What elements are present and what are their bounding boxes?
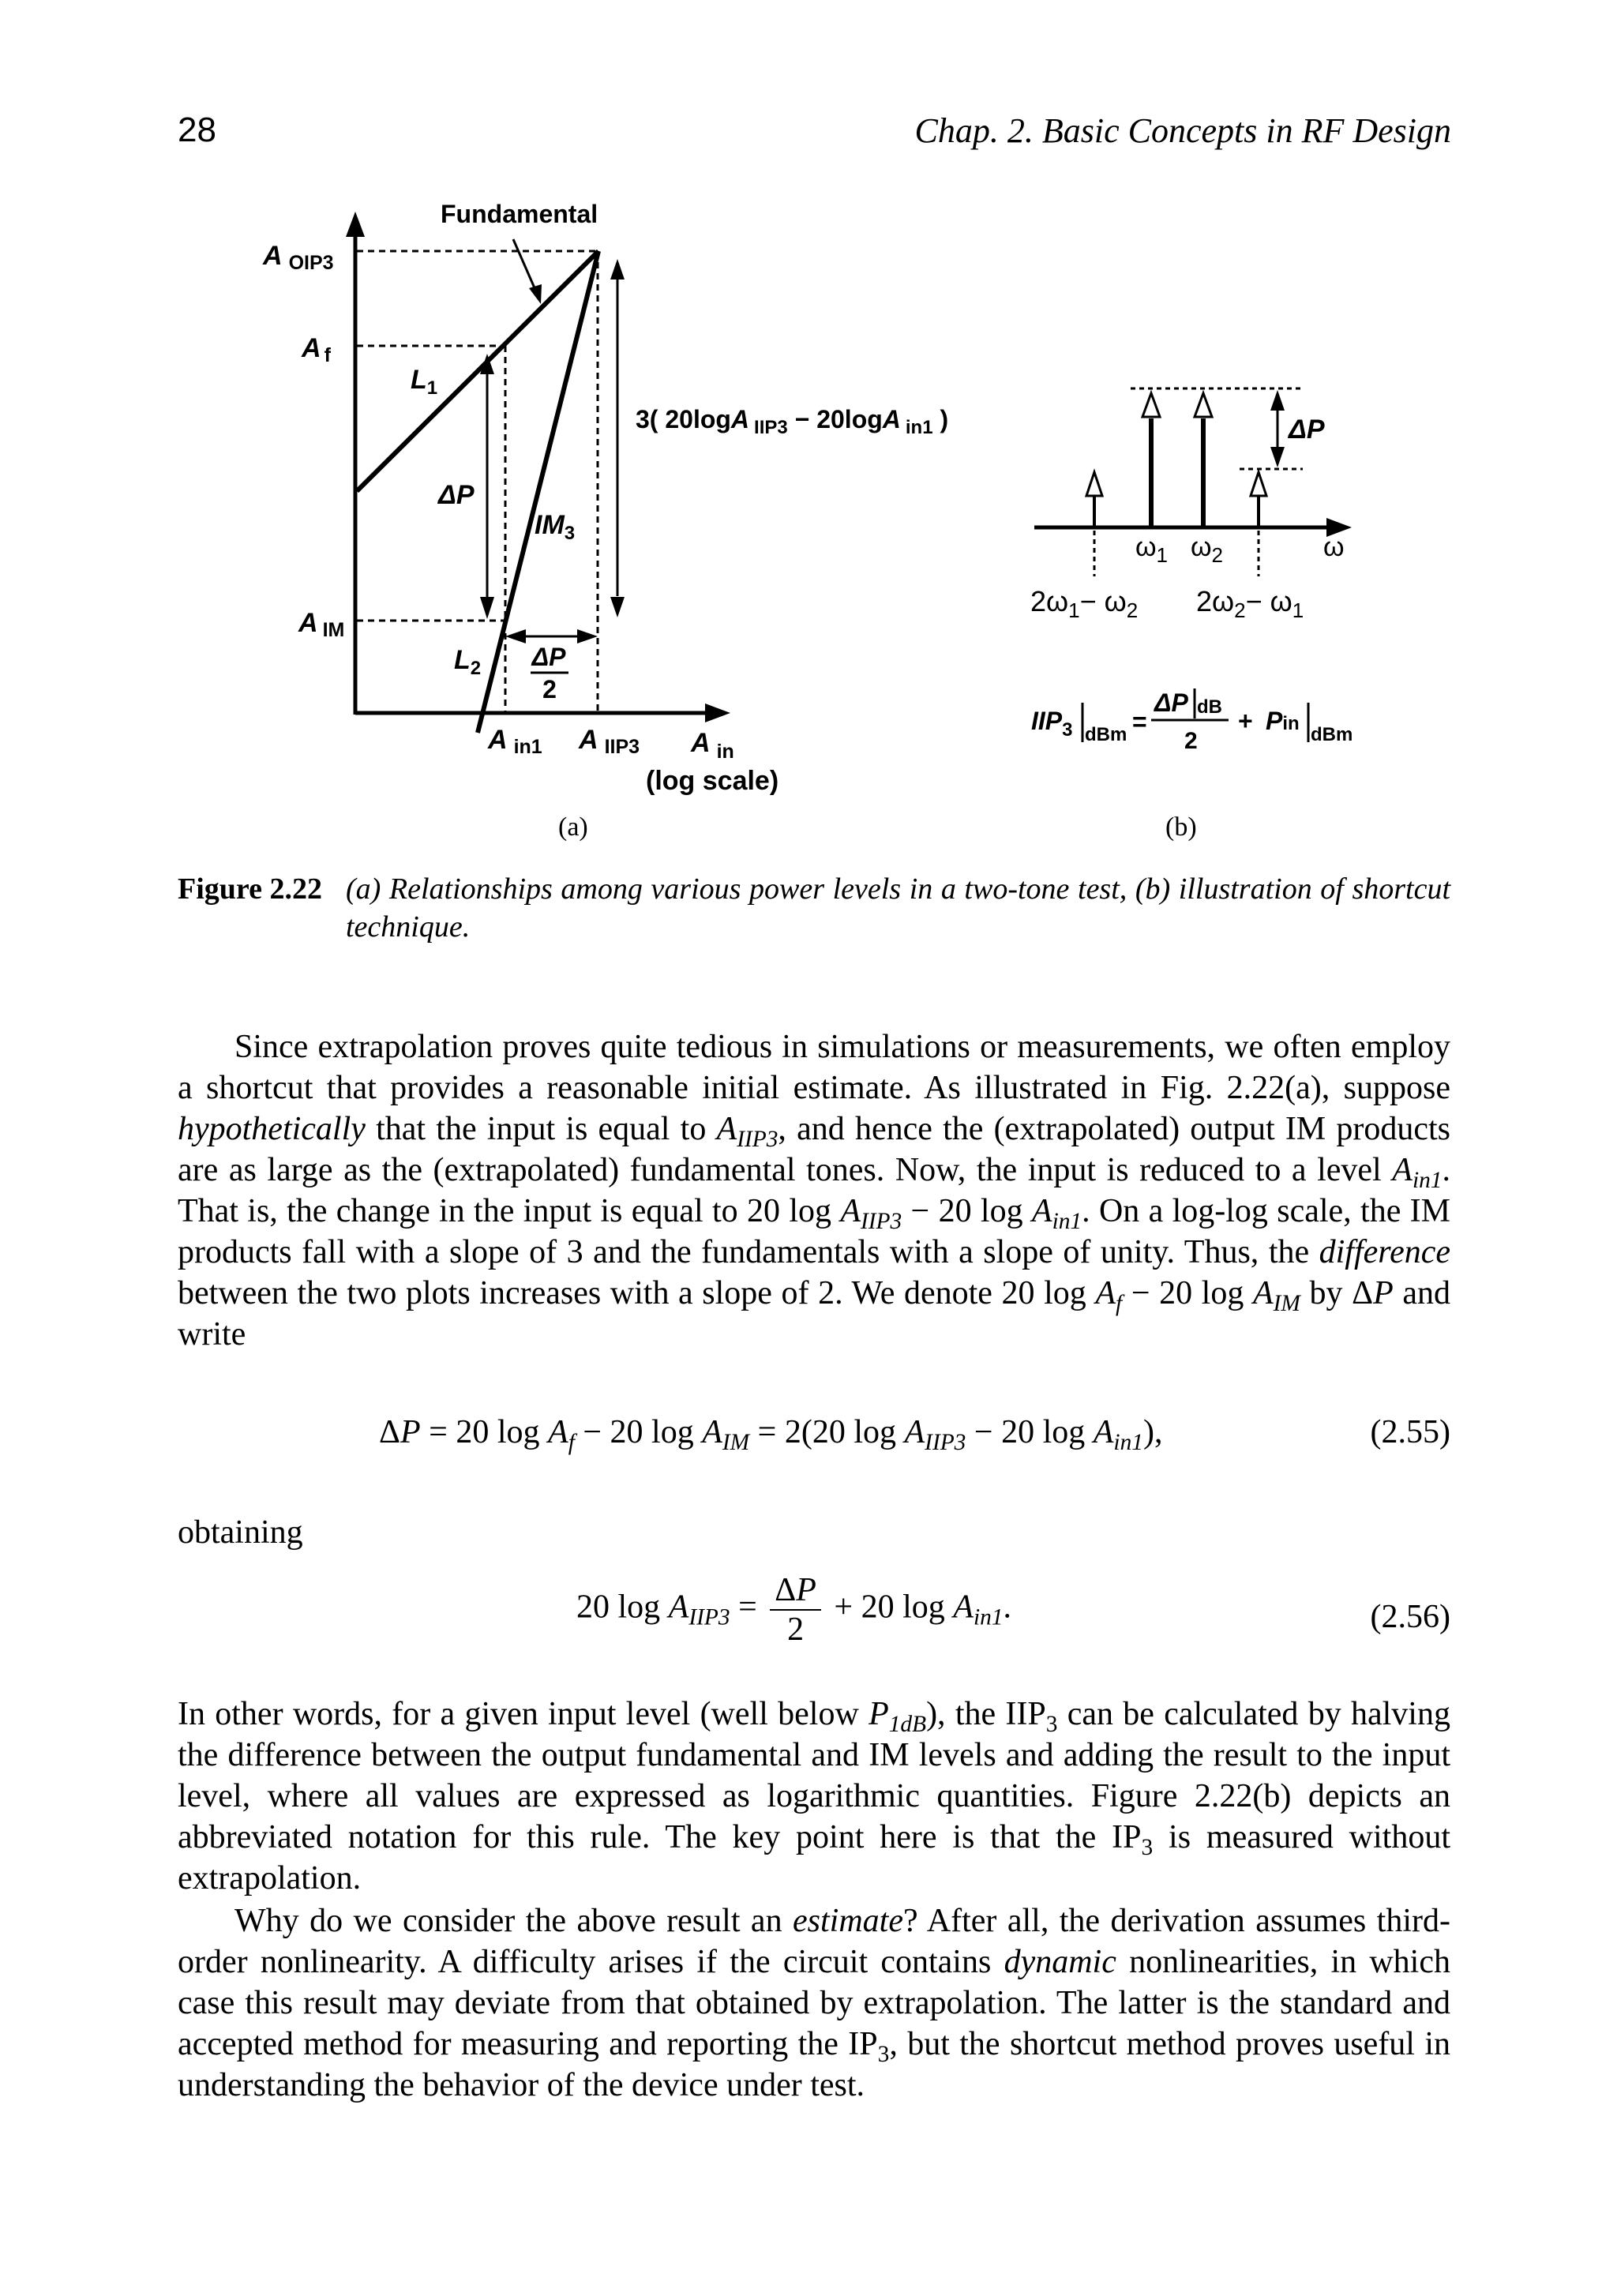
svg-text:+: + [1238, 707, 1253, 735]
tone-omega1-head [1142, 393, 1160, 417]
a-in-axis-label: A $_{in}$ [691, 728, 734, 763]
svg-text:ΔP: ΔP [1154, 688, 1188, 717]
delta-p-label: ΔP [438, 480, 475, 510]
panel-b-dp-arrow-up [1270, 390, 1285, 411]
equation-2-55 [178, 1413, 1450, 1461]
svg-text:Pin: Pin [1266, 707, 1300, 735]
figure-caption [178, 870, 1450, 946]
figure-2-22 [0, 182, 1617, 861]
l2-label: $L_2$ [454, 645, 482, 679]
fundamental-label: Fundamental [441, 200, 598, 228]
three-times-arrowhead-up [610, 259, 625, 279]
equation-2-56-fraction: $\frac{\Delta P}{2}$ [770, 1571, 821, 1649]
tone-omega2-head [1195, 393, 1212, 417]
panel-b-diagram [1030, 388, 1353, 754]
subfigure-label-b: (b) [1165, 812, 1197, 842]
paragraph-2: In other words, for a given input level (well below $P_{1dB}$), the $IIP_3$ can be calculated by halving the difference between the output fundamental and IM levels and adding the result to the input level, where all values are expressed as logarithmic quantities. Figure 2.22(b) depicts an abbreviated notation for this rule. The key point here is that the $IP_3$ is measured without extrapolation. [178, 1696, 1450, 1896]
running-head: Chap. 2. Basic Concepts in RF Design [914, 111, 1451, 150]
page-number: 28 [178, 111, 216, 149]
caption-text: (a) Relationships among various power levels in a two-tone test, (b) illustration of shortcut technique. [346, 872, 1450, 944]
a-iip3-label: A IIP3 [579, 725, 640, 758]
equation-2-56 [178, 1571, 1450, 1658]
obtaining-text: obtaining [178, 1514, 303, 1551]
l1-label: $L_1$ [411, 365, 438, 399]
half-dp-numerator: ΔP [531, 643, 566, 671]
im-right-frequency-label: $2\omega_2- \omega_1$ [1196, 585, 1304, 622]
paragraph-1: Since extrapolation proves quite tedious in simulations or measurements, we often employ a shortcut that provides a reasonable initial estimate. As illustrated in Fig. 2.22(a), suppose hypothetically that the input is equal to $A_{IIP3}$, and hence the (extrapolated) output IM products are as large as the (extrapolated) fundamental tones. Now, the input is reduced to a level $A_{in1}$. That is, the change in the input is equal to 20 $\log A_{IIP3} - 20$ $\log A_{in1}$. On a log-log scale, the IM products fall with a slope of 3 and the fundamentals with a slope of unity. Thus, the difference between the two plots increases with a slope of 2. We denote 20 $\log A_f - 20$ $\log A_{IM}$ by ΔP and write [178, 1029, 1450, 1352]
equation-2-56-body: 20 $\log A_{IIP3}$ = $\frac{\Delta P}{2}$ + 20 $\log A_{in1}$. [576, 1572, 1011, 1648]
a-f-label: A f [302, 333, 331, 366]
omega-axis-label: ω [1323, 532, 1345, 562]
panel-b-dp-arrow-down [1270, 447, 1285, 467]
a-im-label: A IM [298, 608, 345, 641]
svg-text:dBm: dBm [1311, 724, 1353, 745]
subfigure-label-a: (a) [558, 812, 588, 842]
y-axis-arrowhead [346, 212, 365, 237]
equation-2-55-number: (2.55) [1370, 1414, 1450, 1450]
svg-text:IIP3: $IIP_3$ [1031, 707, 1073, 741]
a-oip3-label: A OIP3 [263, 241, 334, 274]
im3-label: $IM_3$ [535, 510, 576, 544]
svg-text:=: = [1132, 707, 1147, 736]
svg-text:dBm: dBm [1085, 724, 1127, 745]
omega2-label: $\omega_2$ [1191, 532, 1224, 567]
log-scale-label: (log scale) [646, 766, 779, 796]
caption-label: Figure 2.22 [178, 872, 322, 906]
equation-2-56-number: (2.56) [1370, 1599, 1450, 1635]
equation-2-55-body: ΔP = 20 $\log A_f - 20$ $\log A_{IM} = 2(20$ $\log A_{IIP3} - 20$ $\log A_{in1}$), [379, 1414, 1163, 1455]
paragraph-3: Why do we consider the above result an estimate? After all, the derivation assumes third-order nonlinearity. A difficulty arises if the circuit contains dynamic nonlinearities, in which case this result may deviate from that obtained by extrapolation. The latter is the standard and accepted method for measuring and reporting the $IP_3$, but the shortcut method proves useful in understanding the behavior of the device under test. [178, 1903, 1450, 2103]
three-times-arrowhead-down [610, 597, 625, 617]
omega1-label: $\omega_1$ [1135, 532, 1169, 567]
half-dp-arrowhead-right [577, 629, 598, 643]
im-tone-left-head [1086, 472, 1102, 496]
panel-a-diagram [262, 200, 948, 796]
delta-p-arrowhead-down [480, 597, 494, 619]
fundamental-line [357, 251, 598, 491]
im-tone-right-head [1251, 472, 1266, 496]
panel-b-dp-label: ΔP [1289, 415, 1325, 445]
a-in1-label: A in1 [488, 725, 542, 758]
half-dp-denominator: 2 [542, 675, 557, 703]
svg-text:dB: dB [1197, 696, 1222, 718]
fundamental-pointer-arrow [513, 239, 535, 290]
half-dp-arrowhead-left [505, 629, 526, 643]
page-header [178, 111, 1451, 158]
svg-text:2: 2 [1184, 728, 1198, 754]
three-times-label: 3( 20logA $_{IIP3}$ − 20logA $_{in1}$ ) [636, 405, 949, 438]
iip3-shortcut-formula [1031, 688, 1353, 754]
x-axis-arrowhead [705, 703, 730, 722]
im-left-frequency-label: $2\omega_1- \omega_2$ [1030, 585, 1139, 622]
fundamental-pointer-arrowhead [529, 284, 542, 304]
